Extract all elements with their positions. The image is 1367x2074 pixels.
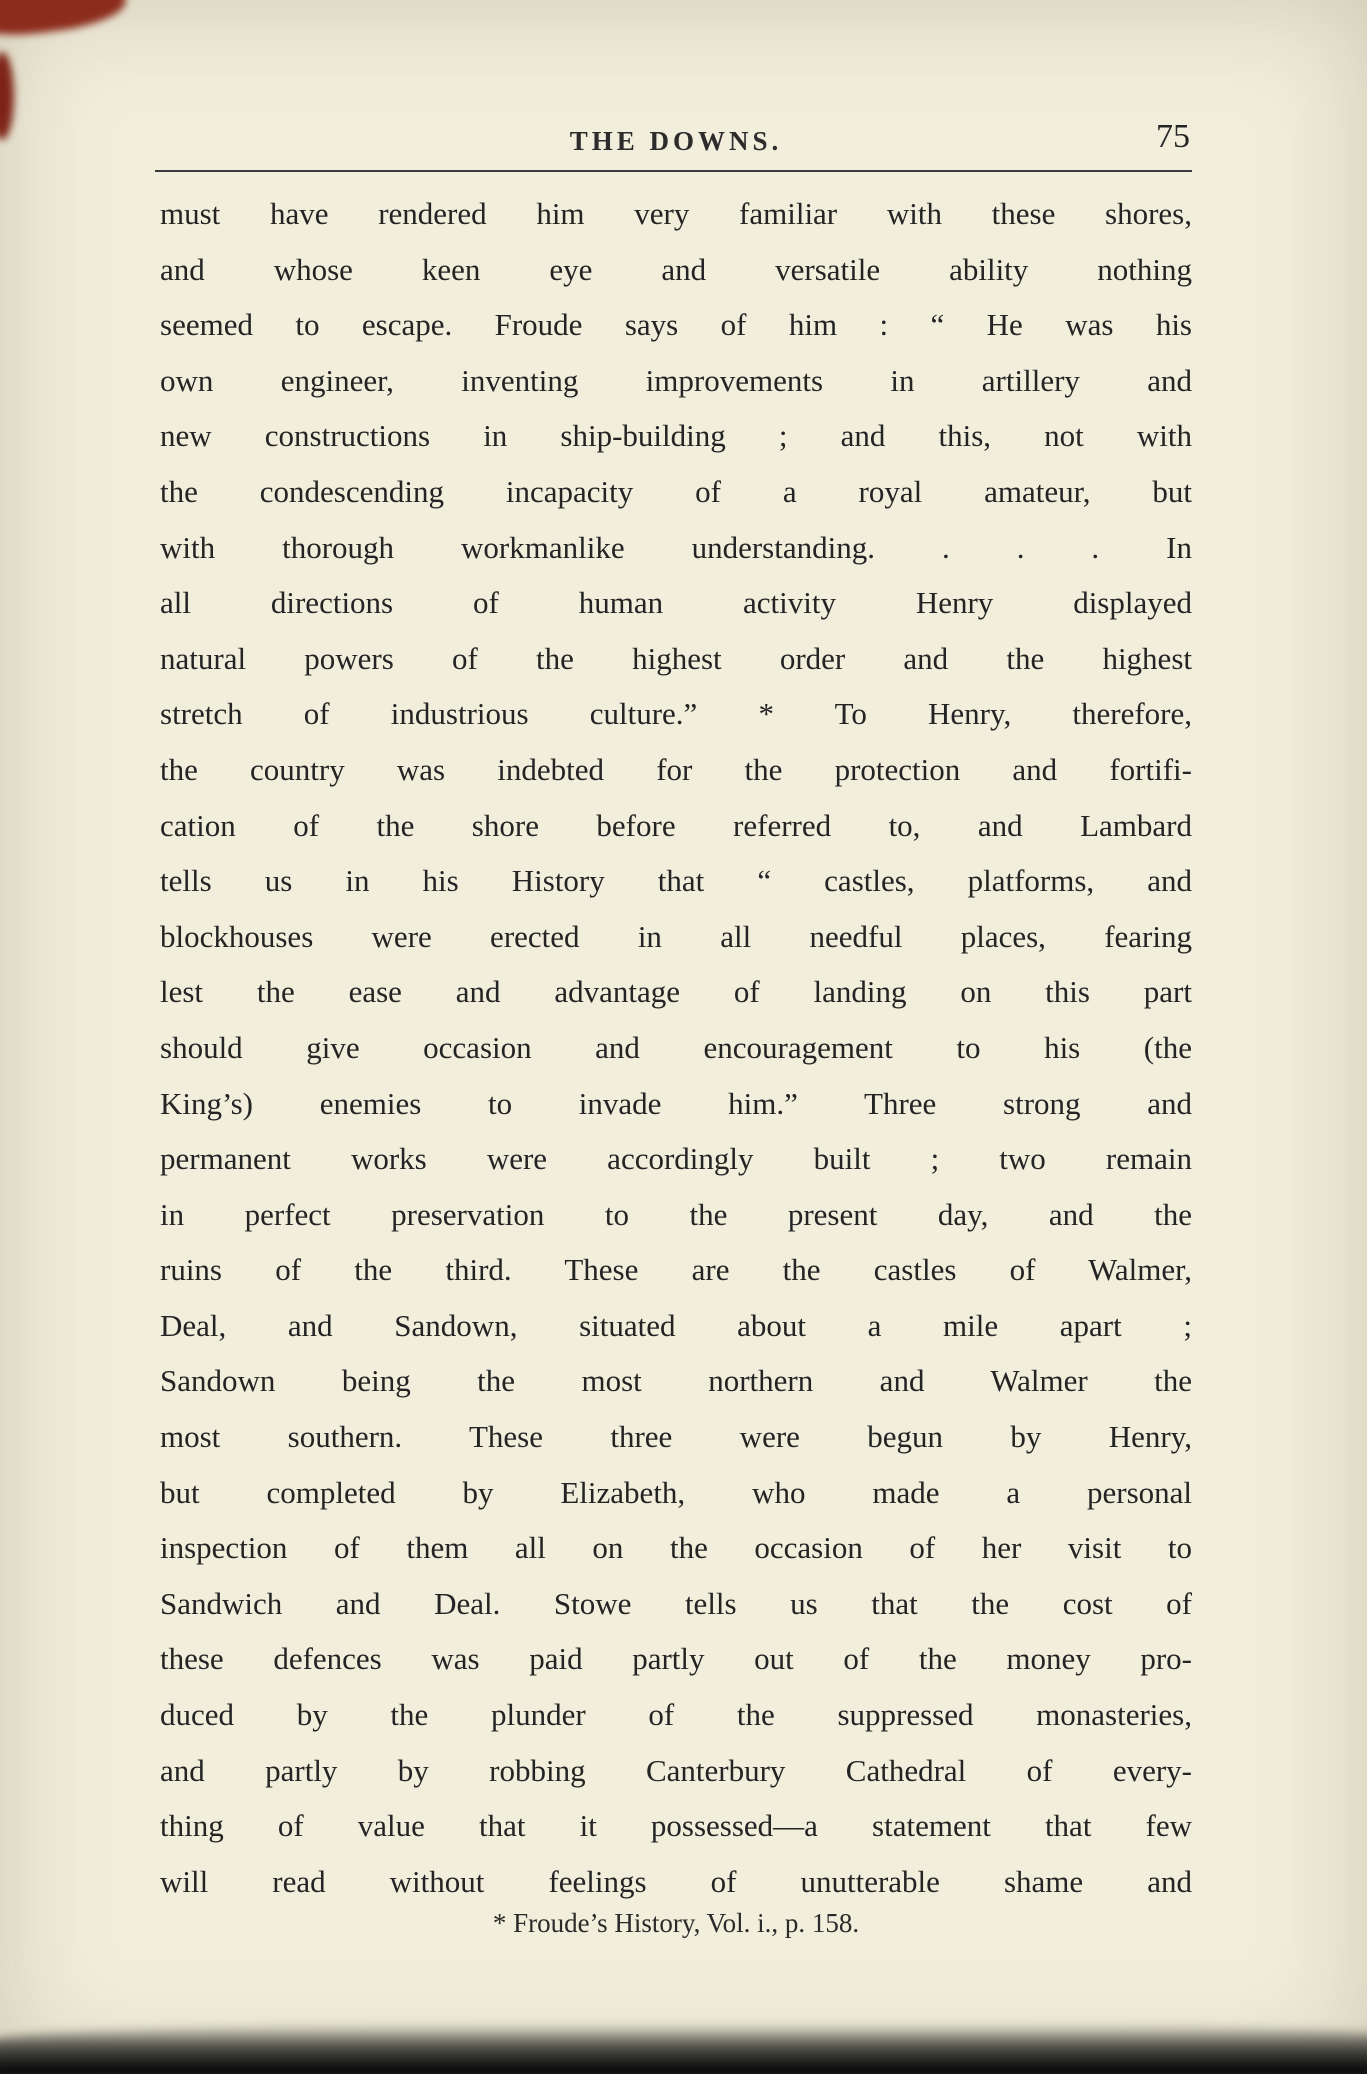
page-number: 75	[1156, 118, 1190, 155]
body-line: but completed by Elizabeth, who made a personal	[160, 1474, 1192, 1510]
body-line: these defences was paid partly out of the money pro-	[160, 1641, 1192, 1677]
body-line: seemed to escape. Froude says of him : “ He was his	[160, 307, 1192, 343]
body-line: own engineer, inventing improvements in artillery and	[160, 362, 1192, 398]
body-line: will read without feelings of unutterable shame and	[160, 1863, 1192, 1899]
body-line: tells us in his History that “ castles, platforms, and	[160, 863, 1192, 899]
body-line: permanent works were accordingly built ; two remain	[160, 1141, 1192, 1177]
body-line: duced by the plunder of the suppressed monasteries,	[160, 1697, 1192, 1733]
body-line: King’s) enemies to invade him.” Three strong and	[160, 1085, 1192, 1121]
body-line: Sandwich and Deal. Stowe tells us that the cost of	[160, 1585, 1192, 1621]
body-line: inspection of them all on the occasion of her visit to	[160, 1530, 1192, 1566]
body-line: cation of the shore before referred to, and Lambard	[160, 807, 1192, 843]
body-line: Deal, and Sandown, situated about a mile apart ;	[160, 1307, 1192, 1343]
page-header	[160, 118, 1192, 166]
header-rule	[155, 170, 1192, 172]
body-line: thing of value that it possessed—a statement that few	[160, 1808, 1192, 1844]
body-line: blockhouses were erected in all needful places, fearing	[160, 918, 1192, 954]
body-line: stretch of industrious culture.” * To Henry, therefore,	[160, 696, 1192, 732]
body-line: and whose keen eye and versatile ability nothing	[160, 251, 1192, 287]
body-line: in perfect preservation to the present day, and the	[160, 1196, 1192, 1232]
body-line: the country was indebted for the protection and fortifi-	[160, 751, 1192, 787]
body-line: with thorough workmanlike understanding. . . . In	[160, 529, 1192, 565]
body-line: ruins of the third. These are the castles of Walmer,	[160, 1252, 1192, 1288]
body-line: all directions of human activity Henry displayed	[160, 585, 1192, 621]
body-line: and partly by robbing Canterbury Cathedral of every-	[160, 1752, 1192, 1788]
scan-stain-left-edge	[0, 52, 14, 140]
body-line: most southern. These three were begun by Henry,	[160, 1419, 1192, 1455]
body-line: must have rendered him very familiar with these shores,	[160, 196, 1192, 231]
body-line: should give occasion and encouragement to his (the	[160, 1029, 1192, 1065]
body-line: natural powers of the highest order and the highest	[160, 640, 1192, 676]
running-title: THE DOWNS.	[569, 126, 783, 156]
footnote: * Froude’s History, Vol. i., p. 158.	[492, 1908, 860, 1938]
body-line: new constructions in ship-building ; and this, not with	[160, 418, 1192, 454]
body-text	[160, 186, 1192, 1909]
body-line: lest the ease and advantage of landing on this part	[160, 974, 1192, 1010]
body-line: the condescending incapacity of a royal amateur, but	[160, 473, 1192, 509]
scan-edge-bottom	[0, 2024, 1367, 2074]
scan-stain-top-left	[0, 0, 128, 42]
body-line: Sandown being the most northern and Walmer the	[160, 1363, 1192, 1399]
